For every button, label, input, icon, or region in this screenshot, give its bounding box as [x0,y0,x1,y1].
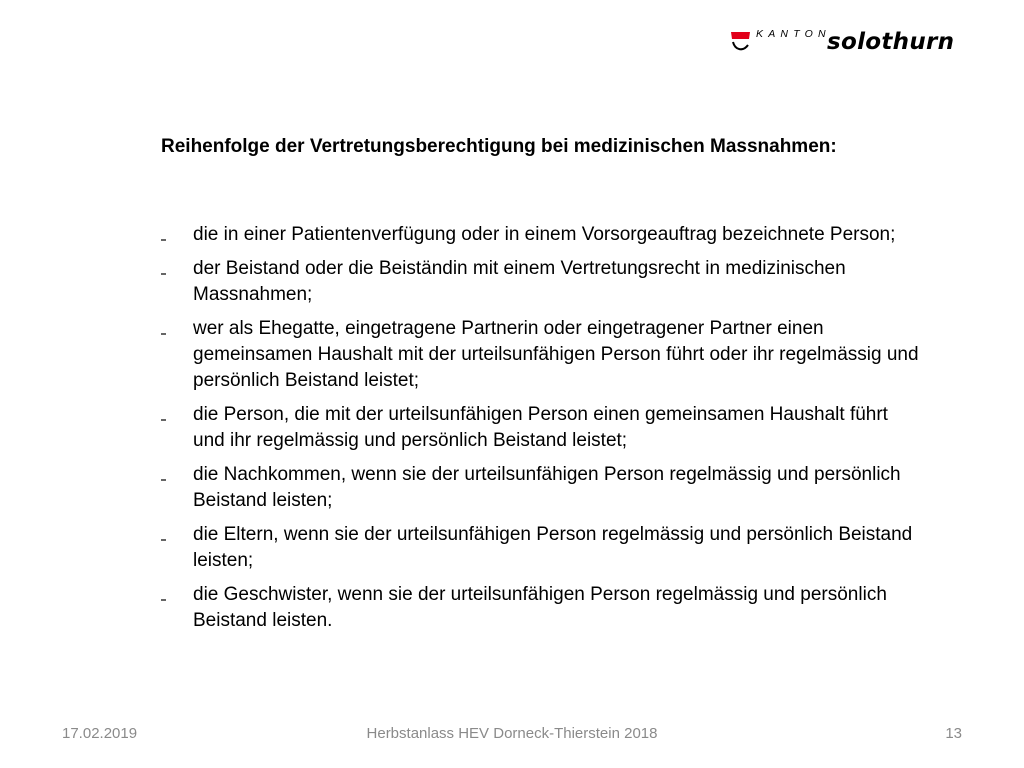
kanton-solothurn-logo [730,26,980,62]
list-item-text: die Nachkommen, wenn sie der urteilsunfähigen Person regelmässig und persönlich Beistand leisten; [193,464,901,511]
list-item [161,222,921,248]
footer-date: 17.02.2019 [62,725,138,742]
list-item [161,316,921,394]
dash-bullet-icon [161,273,166,275]
dash-bullet-icon [161,239,166,241]
footer-title: Herbstanlass HEV Dorneck-Thierstein 2018 [366,725,658,742]
dash-bullet-icon [161,599,166,601]
list-item-text: die Eltern, wenn sie der urteilsunfähigen Person regelmässig und persönlich Beistand leisten; [193,524,913,571]
representation-order-list [161,222,921,642]
page-number: 13 [945,725,962,742]
list-item-text: die Geschwister, wenn sie der urteilsunfähigen Person regelmässig und persönlich Beistand leisten. [193,584,887,631]
slide-heading: Reihenfolge der Vertretungsberechtigung bei medizinischen Massnahmen: [161,136,837,157]
dash-bullet-icon [161,479,166,481]
logo-solothurn-text: solothurn [827,29,955,55]
list-item [161,256,921,308]
list-item [161,582,921,634]
dash-bullet-icon [161,419,166,421]
dash-bullet-icon [161,333,166,335]
logo-kanton-text: KANTON [756,28,831,40]
solothurn-shield-icon [730,30,752,54]
list-item [161,522,921,574]
list-item-text: der Beistand oder die Beiständin mit einem Vertretungsrecht in medizinischen Massnahmen; [193,258,846,305]
list-item-text: wer als Ehegatte, eingetragene Partnerin oder eingetragener Partner einen gemeinsamen Haushalt mit der urteilsunfähigen Person führt oder ihr regelmässig und persönlich Beistand leistet; [193,318,919,391]
list-item [161,402,921,454]
list-item [161,462,921,514]
list-item-text: die in einer Patientenverfügung oder in einem Vorsorgeauftrag bezeichnete Person; [193,224,896,245]
dash-bullet-icon [161,539,166,541]
list-item-text: die Person, die mit der urteilsunfähigen Person einen gemeinsamen Haushalt führt und ihr regelmässig und persönlich Beistand leistet; [193,404,888,451]
